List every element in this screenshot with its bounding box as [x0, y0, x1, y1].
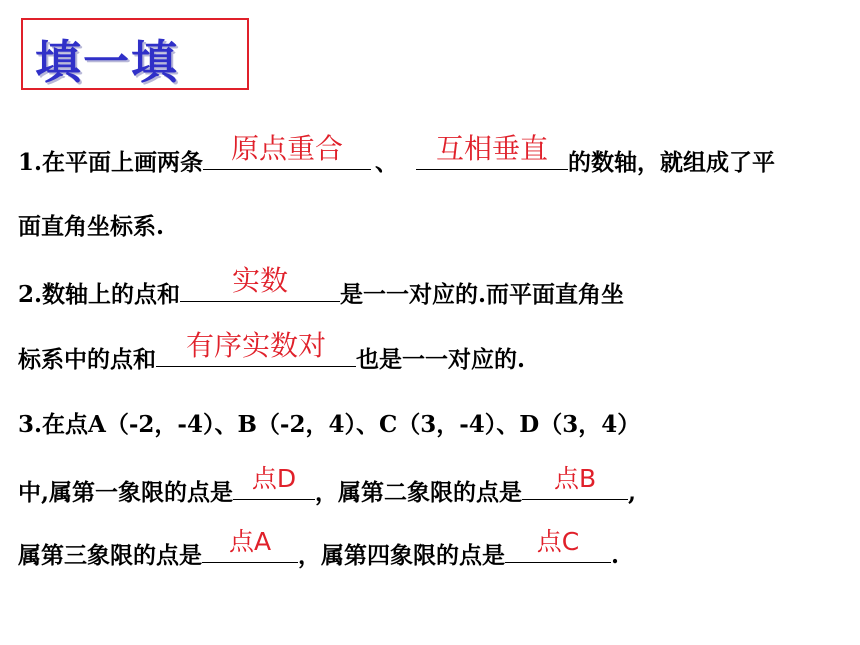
q2-text-line2-prefix: 标系中的点和: [18, 346, 156, 373]
q3-blank2: [522, 464, 628, 500]
q3-blank4: [505, 527, 611, 563]
q1-line2: [18, 212, 164, 242]
q2-blank2: [156, 329, 356, 367]
q3-text-line2-mid: ，属第二象限的点是: [315, 479, 523, 506]
q2-answer1: 实数: [232, 264, 289, 297]
q3-line3: [18, 527, 620, 571]
q1-line1: [18, 132, 776, 178]
q1-blank1: [203, 132, 371, 170]
q1-text-line2: 面直角坐标系.: [18, 213, 165, 240]
q3-text-line2-suffix: ,: [628, 479, 637, 506]
q2-text-prefix: 2.数轴上的点和: [18, 281, 181, 308]
q3-answer1: 点D: [251, 464, 297, 493]
q2-text-suffix: 是一一对应的.而平面直角坐: [340, 281, 625, 308]
q1-text-prefix: 1.在平面上画两条: [18, 149, 204, 176]
q1-blank2: [416, 132, 568, 170]
q2-answer2: 有序实数对: [185, 329, 326, 362]
page-title: 填一填: [35, 35, 179, 89]
q3-text-line3-suffix: .: [611, 542, 620, 569]
q3-answer2: 点B: [553, 464, 597, 493]
q3-line1: [18, 410, 640, 440]
q3-answer3: 点A: [228, 527, 272, 556]
q3-line2: [18, 464, 637, 508]
q3-text-line3-mid: ，属第四象限的点是: [298, 542, 505, 569]
q3-text-line3-prefix: 属第三象限的点是: [18, 542, 202, 569]
q3-answer4: 点C: [536, 527, 580, 556]
q2-line1: [18, 264, 625, 310]
q3-blank1: [233, 464, 315, 500]
q2-blank1: [180, 264, 340, 302]
q1-separator: 、: [375, 149, 399, 176]
q3-text-line1: 3.在点A（-2，-4）、B（-2，4）、C（3，-4）、D（3，4）: [18, 411, 641, 438]
q3-text-line2-prefix: 中,属第一象限的点是: [18, 479, 234, 506]
q2-text-line2-suffix: 也是一一对应的.: [356, 346, 526, 373]
q1-answer1: 原点重合: [231, 132, 344, 165]
q1-text-suffix: 的数轴，就组成了平: [568, 149, 776, 176]
q1-answer2: 互相垂直: [436, 132, 549, 165]
q3-blank3: [202, 527, 298, 563]
title-box: [21, 18, 249, 90]
q2-line2: [18, 329, 526, 375]
